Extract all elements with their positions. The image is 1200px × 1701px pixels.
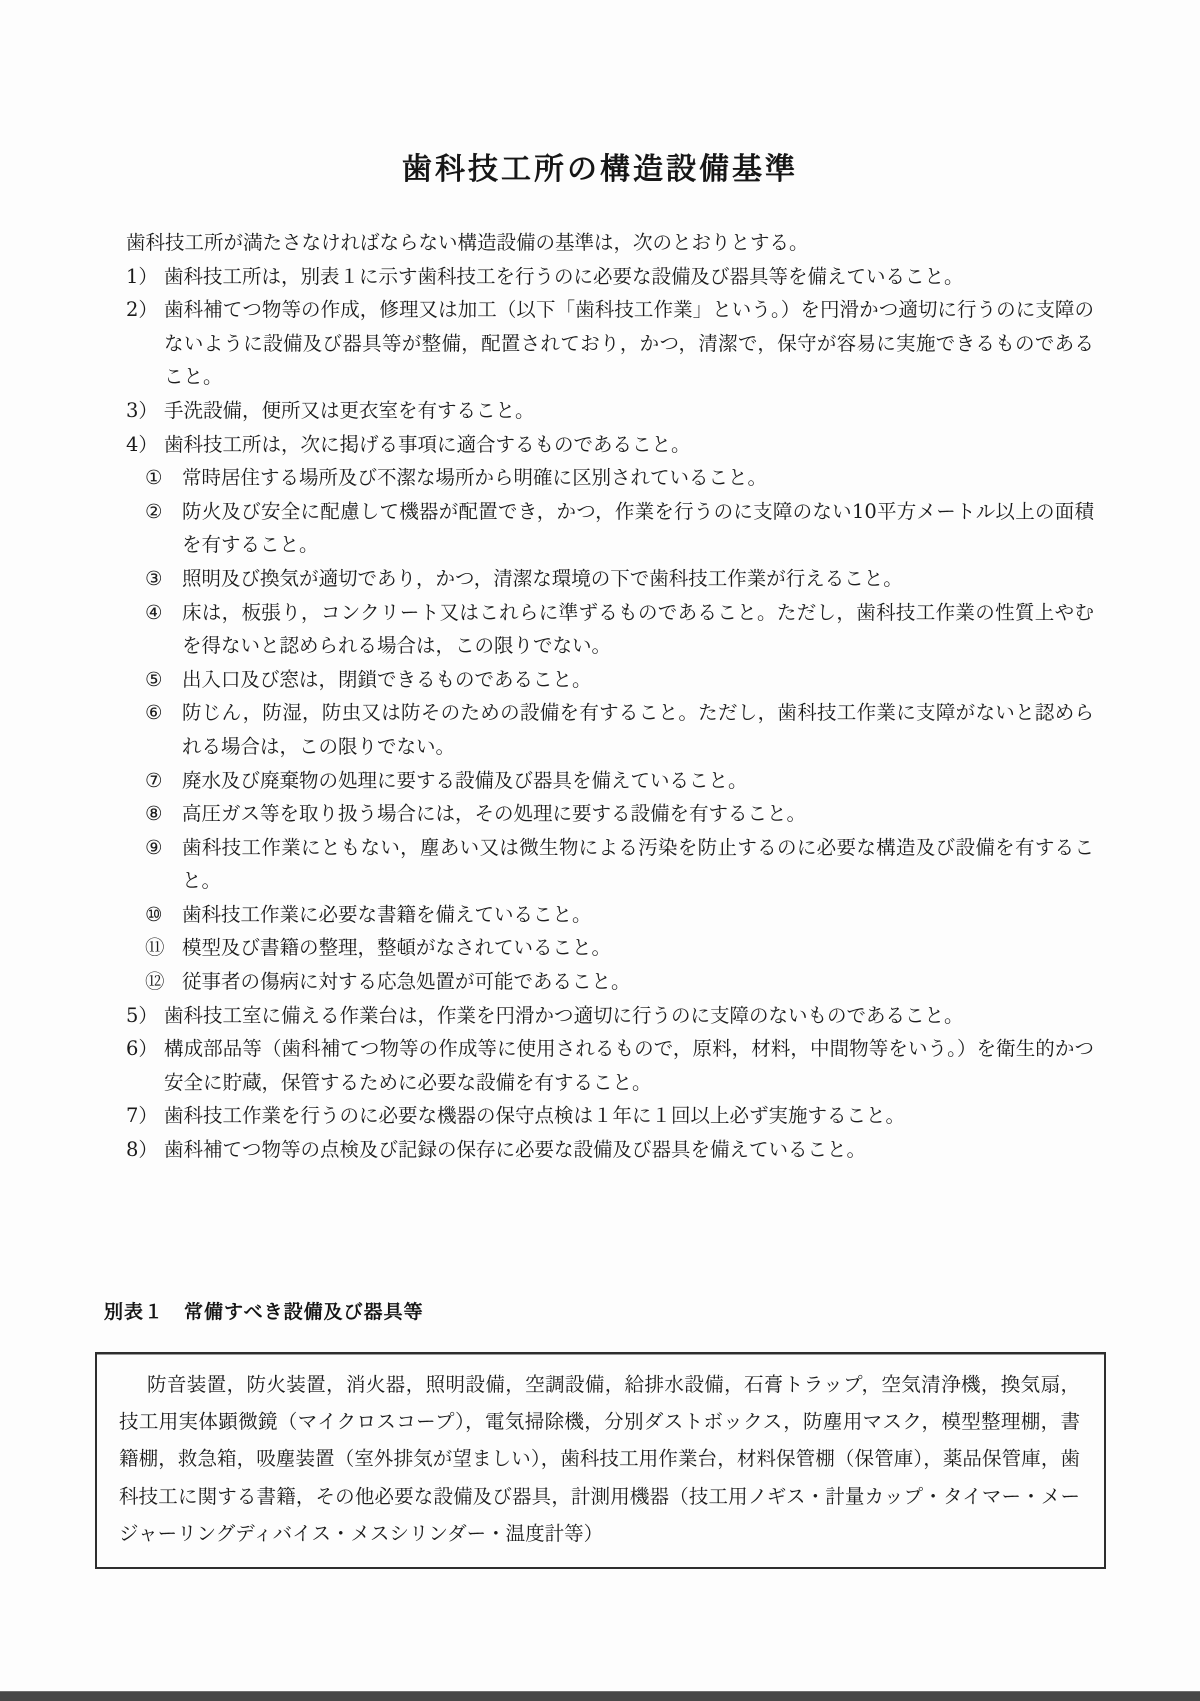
item-text: 歯科補てつ物等の作成，修理又は加工（以下「歯科技工作業」という。）を円滑かつ適切に行うのに支障のないように設備及び器具等が整備，配置されており，かつ，清潔で，保守が容易に実施できるものであること。 xyxy=(164,298,1094,389)
item-number: ⑦ xyxy=(145,768,163,792)
item-text: 出入口及び窓は，閉鎖できるものであること。 xyxy=(182,667,592,691)
requirement-sub-item xyxy=(126,461,1094,495)
item-number: ⑧ xyxy=(145,802,163,826)
requirement-sub-item xyxy=(126,931,1094,965)
appendix-heading: 別表１ 常備すべき設備及び器具等 xyxy=(104,1300,424,1323)
requirement-item xyxy=(126,428,1094,462)
item-number: ④ xyxy=(145,600,163,624)
item-number: ⑨ xyxy=(145,835,163,859)
item-number: ⑩ xyxy=(145,902,163,926)
item-number: 6） xyxy=(126,1037,158,1061)
item-number: ① xyxy=(145,466,163,490)
item-number: ③ xyxy=(145,566,163,590)
item-number: ② xyxy=(145,499,163,523)
item-number: 7） xyxy=(126,1104,158,1128)
requirement-sub-item xyxy=(126,696,1094,763)
item-text: 防じん，防湿，防虫又は防そのための設備を有すること。ただし，歯科技工作業に支障がないと認められる場合は，この限りでない。 xyxy=(182,701,1094,758)
intro-paragraph: 歯科技工所が満たさなければならない構造設備の基準は，次のとおりとする。 xyxy=(126,231,809,254)
item-text: 常時居住する場所及び不潔な場所から明確に区別されていること。 xyxy=(182,466,768,490)
requirement-item xyxy=(126,1133,1094,1167)
item-number: 1） xyxy=(126,264,158,288)
requirement-sub-item xyxy=(126,898,1094,932)
requirement-sub-item xyxy=(126,797,1094,831)
requirement-sub-item xyxy=(126,663,1094,697)
requirement-item xyxy=(126,260,1094,294)
item-text: 構成部品等（歯科補てつ物等の作成等に使用されるもので，原料，材料，中間物等をいう。）を衛生的かつ安全に貯蔵，保管するために必要な設備を有すること。 xyxy=(164,1037,1094,1094)
item-text: 歯科技工作業にともない，塵あい又は微生物による汚染を防止するのに必要な構造及び設備を有すること。 xyxy=(182,835,1094,893)
document-body xyxy=(126,226,1094,1167)
requirement-sub-item xyxy=(126,562,1094,596)
item-text: 高圧ガス等を取り扱う場合には，その処理に要する設備を有すること。 xyxy=(182,802,807,826)
requirement-item xyxy=(126,394,1094,428)
item-text: 歯科技工作業を行うのに必要な機器の保守点検は１年に１回以上必ず実施すること。 xyxy=(164,1104,906,1128)
item-text: 照明及び換気が適切であり，かつ，清潔な環境の下で歯科技工作業が行えること。 xyxy=(182,566,903,590)
item-number: ⑥ xyxy=(145,701,163,725)
item-text: 歯科技工室に備える作業台は，作業を円滑かつ適切に行うのに支障のないものであること。 xyxy=(164,1003,964,1027)
requirement-item xyxy=(126,293,1094,394)
requirement-sub-item xyxy=(126,831,1094,898)
requirement-item xyxy=(126,999,1094,1033)
item-text: 防火及び安全に配慮して機器が配置でき，かつ，作業を行うのに支障のない10平方メートル以上の面積を有すること。 xyxy=(182,499,1094,557)
item-text: 歯科技工所は，次に掲げる事項に適合するものであること。 xyxy=(164,432,691,456)
item-text: 模型及び書籍の整理，整頓がなされていること。 xyxy=(182,936,612,960)
equipment-text: 防音装置，防火装置，消火器，照明設備，空調設備，給排水設備，石膏トラップ，空気清浄機，換気扇，技工用実体顕微鏡（マイクロスコープ），電気掃除機，分別ダストボックス，防塵用マスク，模型整理棚，書籍棚，救急箱，吸塵装置（室外排気が望ましい），歯科技工用作業台，材料保管棚（保管庫），薬品保管庫，歯科技工に関する書籍，その他必要な設備及び器具，計測用機器（技工用ノギス・計量カップ・タイマー・メージャーリングディバイス・メスシリンダー・温度計等） xyxy=(119,1372,1080,1546)
item-number: 8） xyxy=(126,1138,158,1162)
item-text: 歯科技工所は，別表１に示す歯科技工を行うのに必要な設備及び器具等を備えていること。 xyxy=(164,264,964,288)
item-text: 床は，板張り，コンクリート又はこれらに準ずるものであること。ただし，歯科技工作業の性質上やむを得ないと認められる場合は，この限りでない。 xyxy=(182,600,1094,658)
item-text: 従事者の傷病に対する応急処置が可能であること。 xyxy=(182,970,631,994)
requirement-item xyxy=(126,1099,1094,1133)
requirement-sub-item xyxy=(126,495,1094,562)
item-number: ⑪ xyxy=(145,936,165,960)
item-number: 4） xyxy=(126,432,158,456)
item-text: 歯科補てつ物等の点検及び記録の保存に必要な設備及び器具を備えていること。 xyxy=(164,1138,867,1162)
equipment-box xyxy=(95,1352,1106,1569)
requirement-sub-item xyxy=(126,596,1094,663)
document-title: 歯科技工所の構造設備基準 xyxy=(402,152,798,187)
item-number: ⑫ xyxy=(145,970,165,994)
item-text: 歯科技工作業に必要な書籍を備えていること。 xyxy=(182,902,592,926)
item-text: 廃水及び廃棄物の処理に要する設備及び器具を備えていること。 xyxy=(182,768,748,792)
requirement-item xyxy=(126,1032,1094,1099)
requirements-list xyxy=(126,260,1094,1167)
requirement-sub-item xyxy=(126,965,1094,999)
item-number: 3） xyxy=(126,398,158,422)
item-number: ⑤ xyxy=(145,667,163,691)
item-text: 手洗設備，便所又は更衣室を有すること。 xyxy=(164,398,535,422)
item-number: 5） xyxy=(126,1003,158,1027)
item-number: 2） xyxy=(126,298,158,322)
requirement-sub-item xyxy=(126,764,1094,798)
page-bottom-edge xyxy=(0,1691,1200,1701)
